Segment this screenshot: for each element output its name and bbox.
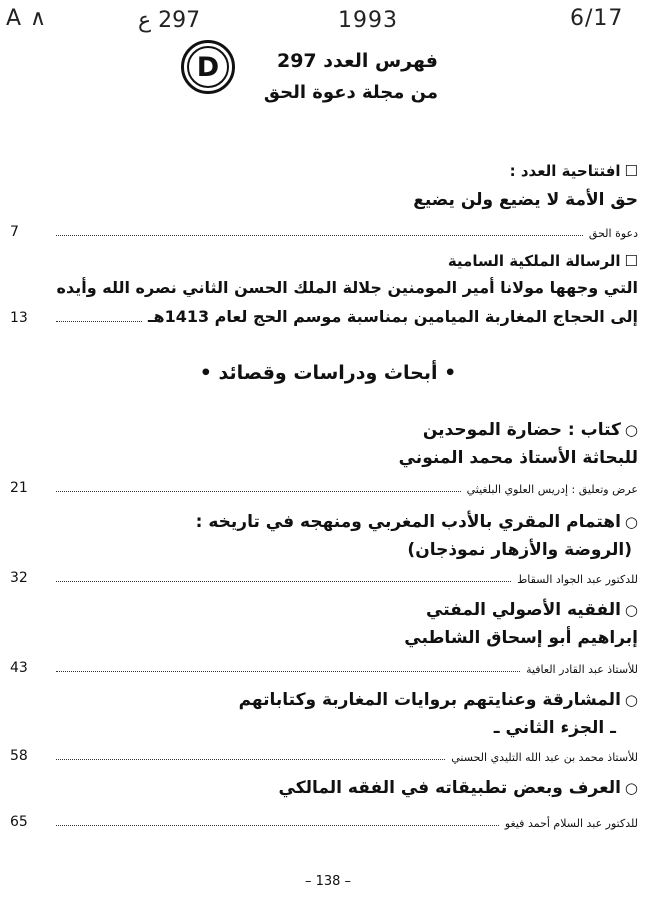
article-title: ○الفقيه الأصولي المفتي [426, 600, 638, 620]
article-subtitle: للبحاثة الأستاذ محمد المنوني [398, 448, 638, 468]
leader-dots [56, 491, 461, 492]
corner-note-left: A ∧ [6, 6, 48, 31]
entry-title: حق الأمة لا يضيع ولن يضيع [413, 190, 638, 210]
article-author: للأستاذ محمد بن عبد الله التليدي الحسني [451, 751, 638, 764]
leader-dots [56, 825, 499, 826]
article-title: ○المشارقة وعنايتهم بروايات المغاربة وكتاباتهم [238, 690, 638, 710]
page-number: 32 [10, 570, 28, 586]
article-subtitle: إبراهيم أبو إسحاق الشاطبي [404, 628, 638, 648]
leader-dots [56, 581, 511, 582]
page-number: 21 [10, 480, 28, 496]
corner-note-code: 297 ع [138, 8, 201, 33]
section-title: • أبحاث ودراسات وقصائد • [199, 362, 457, 384]
article-title: ○كتاب : حضارة الموحدين [422, 420, 638, 440]
corner-note-year: 1993 [338, 8, 398, 33]
page-title: فهرس العدد 297 [276, 50, 438, 72]
page-number: 58 [10, 748, 28, 764]
page-subtitle: من مجلة دعوة الحق [263, 82, 438, 103]
toc-line [10, 222, 638, 240]
toc-line [10, 746, 638, 764]
page-number: 65 [10, 814, 28, 830]
leader-dots [56, 759, 445, 760]
article-subtitle: ـ الجزء الثاني ـ [493, 718, 616, 738]
d-badge-icon: D [181, 40, 235, 94]
article-author: للدكتور عبد السلام أحمد فيغو [504, 817, 638, 830]
article-title: ○العرف وبعض تطبيقاته في الفقه المالكي [278, 778, 638, 798]
toc-line [10, 478, 638, 496]
entry-heading: ☐افتتاحية العدد : [509, 162, 638, 180]
article-title: ○اهتمام المقري بالأدب المغربي ومنهجه في تاريخه : [195, 512, 638, 532]
entry-heading: ☐الرسالة الملكية السامية [447, 252, 638, 270]
article-subtitle: (الروضة والأزهار نموذجان) [407, 540, 632, 560]
corner-note-right: 6/17 [570, 6, 624, 31]
entry-title: إلى الحجاج المغاربة الميامين بمناسبة موسم الحج لعام 1413هـ [148, 307, 638, 326]
page-number: 43 [10, 660, 28, 676]
leader-dots [56, 235, 583, 236]
page-number: 7 [10, 224, 19, 240]
toc-line [10, 307, 638, 326]
toc-line [10, 812, 638, 830]
entry-author: دعوة الحق [588, 227, 638, 240]
leader-dots [56, 321, 142, 322]
page-footer-number: – 138 – [304, 874, 352, 889]
toc-line [10, 658, 638, 676]
article-author: للأستاذ عبد القادر العافية [526, 663, 638, 676]
leader-dots [56, 671, 520, 672]
article-author: عرض وتعليق : إدريس العلوي البلغيثي [466, 483, 638, 496]
page-number: 13 [10, 310, 28, 326]
toc-line [10, 568, 638, 586]
article-author: للدكتور عبد الجواد السقاط [517, 573, 638, 586]
entry-title: التي وجهها مولانا أمير المومنين جلالة الملك الحسن الثاني نصره الله وأيده [56, 278, 638, 297]
